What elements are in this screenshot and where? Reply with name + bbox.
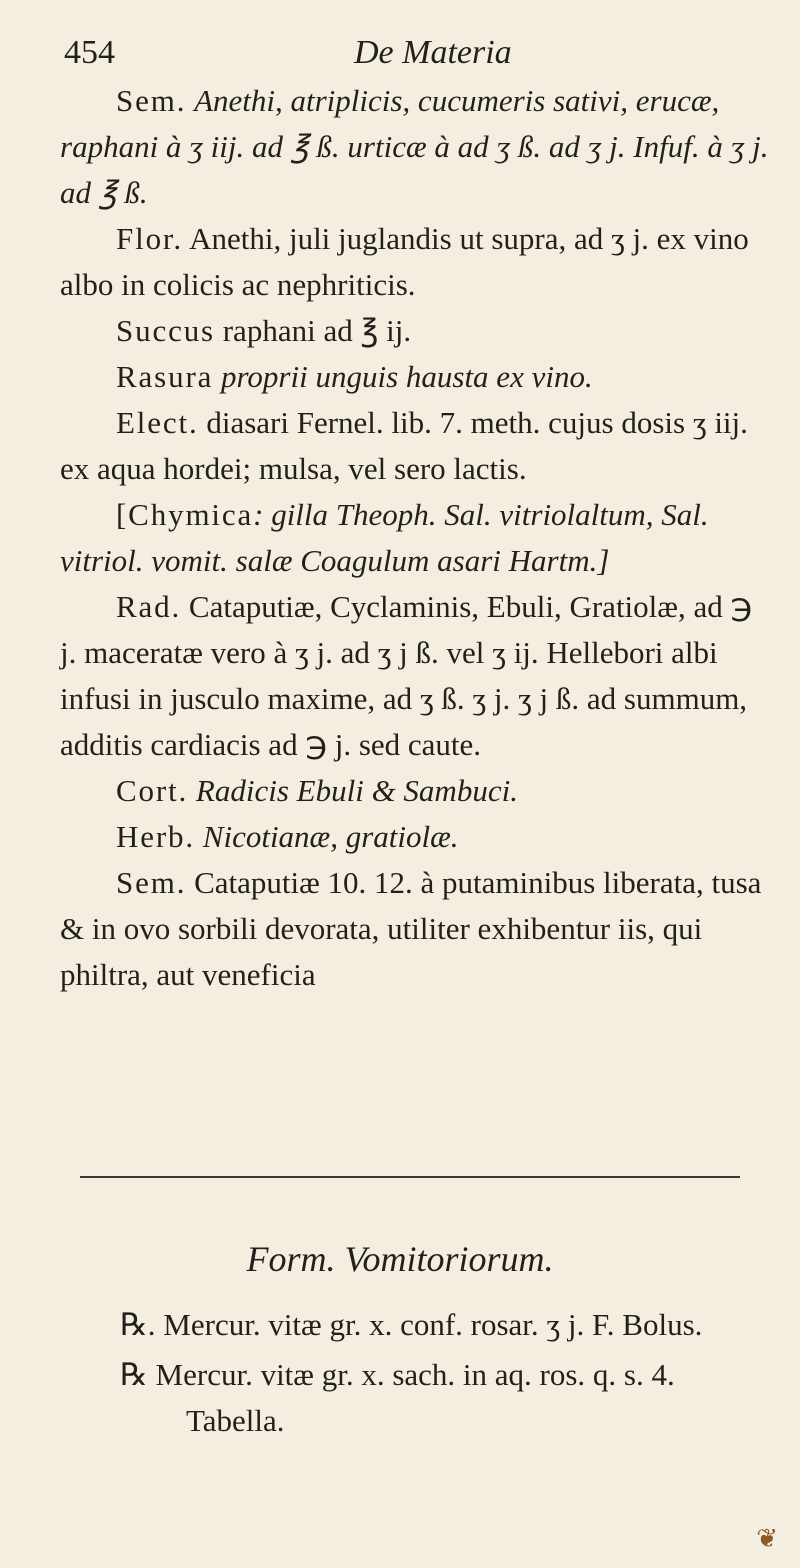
section-title: Form. Vomitoriorum. bbox=[246, 1239, 554, 1279]
recipe-item bbox=[60, 1302, 770, 1348]
entry-label: Rad. bbox=[116, 589, 182, 624]
recipe-text: Mercur. vitæ gr. x. conf. rosar. ʒ j. F. Bolus. bbox=[163, 1307, 703, 1342]
page-body bbox=[60, 78, 770, 998]
page-number: 454 bbox=[64, 34, 115, 71]
recipe-list bbox=[60, 1302, 770, 1448]
entry-text: raphani ad ℥ ij. bbox=[222, 313, 412, 348]
entry-text: Nicotianæ, gratiolæ. bbox=[202, 819, 459, 854]
entry-text: Cataputiæ, Cyclaminis, Ebuli, Gratiolæ, ad ℈ j. maceratæ vero à ʒ j. ad ʒ j ß. vel ʒ ij. Hellebori albi infusi in jusculo maxime, ad ʒ ß. ʒ j. ʒ j ß. ad summum, additis cardiacis ad ℈ j. sed caute. bbox=[60, 589, 753, 762]
entry-cort bbox=[60, 768, 770, 814]
entry-label: Sem. bbox=[116, 865, 187, 900]
entry-text: proprii unguis hausta ex vino. bbox=[221, 359, 593, 394]
entry-text: diasari Fernel. lib. 7. meth. cujus dosis ʒ iij. ex aqua hordei; mulsa, vel sero lactis. bbox=[60, 405, 748, 486]
entry-label: Cort. bbox=[116, 773, 189, 808]
entry-label: [Chymica bbox=[116, 497, 254, 532]
entry-label: Sem. bbox=[116, 83, 187, 118]
recipe-item bbox=[60, 1352, 770, 1444]
entry-elect bbox=[60, 400, 770, 492]
section-divider bbox=[80, 1176, 740, 1178]
entry-rad bbox=[60, 584, 770, 768]
recipe-mark: ℞. bbox=[120, 1307, 156, 1342]
entry-text: Anethi, juli juglandis ut supra, ad ʒ j. ex vino albo in colicis ac nephriticis. bbox=[60, 221, 749, 302]
entry-label: Herb. bbox=[116, 819, 196, 854]
entry-sem bbox=[60, 78, 770, 216]
entry-label: Rasura bbox=[116, 359, 214, 394]
entry-sem-2 bbox=[60, 860, 770, 998]
entry-succus bbox=[60, 308, 770, 354]
page-header bbox=[64, 30, 760, 80]
running-title: De Materia bbox=[354, 34, 512, 71]
recipe-text: Mercur. vitæ gr. x. sach. in aq. ros. q. s. 4. Tabella. bbox=[155, 1357, 675, 1438]
entry-herb bbox=[60, 814, 770, 860]
entry-chymica bbox=[60, 492, 770, 584]
entry-label: Succus bbox=[116, 313, 215, 348]
entry-text: : gilla Theoph. Sal. vitriolaltum, Sal. vitriol. vomit. salæ Coagulum asari Hartm.] bbox=[60, 497, 709, 578]
entry-label: Elect. bbox=[116, 405, 199, 440]
entry-rasura bbox=[60, 354, 770, 400]
entry-flor bbox=[60, 216, 770, 308]
recipe-mark: ℞ bbox=[120, 1357, 148, 1392]
paper-stain-mark: ❦ bbox=[756, 1524, 778, 1553]
entry-text: Cataputiæ 10. 12. à putaminibus liberata, tusa & in ovo sorbili devorata, utiliter exhibentur iis, qui philtra, aut veneficia bbox=[60, 865, 762, 992]
entry-text: Anethi, atriplicis, cucumeris sativi, erucæ, raphani à ʒ iij. ad ℥ ß. urticæ à ad ʒ ß. ad ʒ j. Infuf. à ʒ j. ad ℥ ß. bbox=[60, 83, 769, 210]
entry-text: Radicis Ebuli & Sambuci. bbox=[195, 773, 518, 808]
entry-label: Flor. bbox=[116, 221, 184, 256]
